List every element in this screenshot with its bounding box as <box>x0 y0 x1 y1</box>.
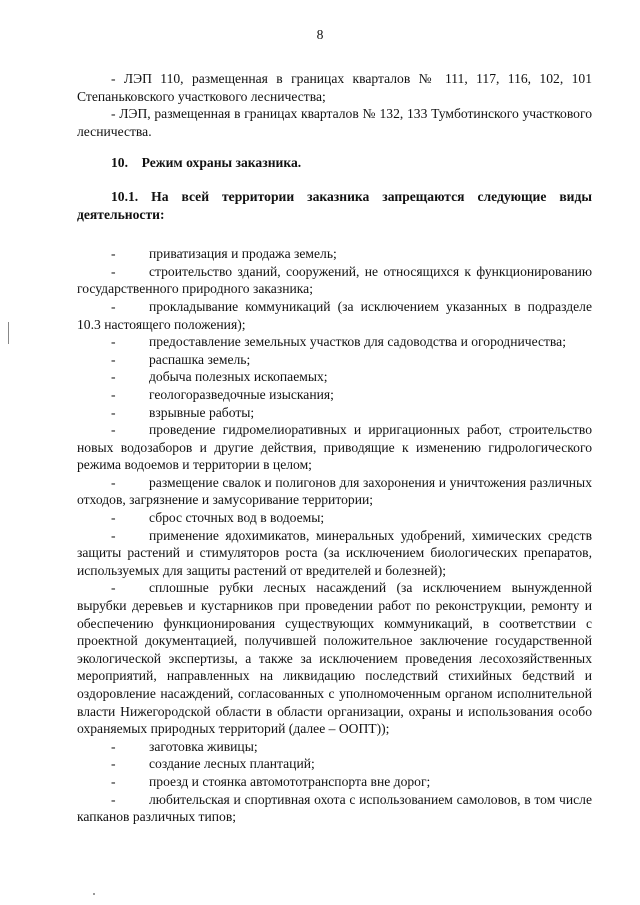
list-item <box>77 263 592 298</box>
list-item-text: распашка земель; <box>149 351 251 367</box>
intro-item: - ЛЭП 110, размещенная в границах кварталов № 111, 117, 116, 102, 101 Степаньковского участкового лесничества; <box>77 71 592 104</box>
page-number: 8 <box>316 27 324 42</box>
list-dash: - <box>111 369 116 385</box>
list-item <box>77 474 592 509</box>
list-item <box>77 791 592 826</box>
list-dash: - <box>111 791 116 807</box>
list-dash: - <box>111 246 116 262</box>
list-dash: - <box>111 510 116 526</box>
list-item-text: применение ядохимикатов, минеральных удобрений, химических средств защиты растений и стимуляторов роста (за исключением биологических препаратов, используемых для защиты растений от вредителей и болезней); <box>77 527 592 578</box>
margin-mark <box>8 322 9 344</box>
list-item-text: любительская и спортивная охота с использованием самоловов, в том числе капканов различных типов; <box>77 791 592 825</box>
subsection-heading: 10.1. На всей территории заказника запрещаются следующие виды деятельности: <box>77 188 592 222</box>
intro-item: - ЛЭП, размещенная в границах кварталов № 132, 133 Тумботинского участкового лесничества. <box>77 106 592 139</box>
list-item <box>77 773 592 791</box>
list-item <box>77 738 592 756</box>
section-heading: 10. Режим охраны заказника. <box>111 155 302 171</box>
list-dash: - <box>111 773 116 789</box>
list-item-text: проезд и стоянка автомототранспорта вне дорог; <box>149 773 431 789</box>
list-item <box>77 527 592 580</box>
scan-speck <box>93 893 95 895</box>
list-item <box>77 404 592 422</box>
list-item <box>77 245 592 263</box>
page-content <box>77 70 592 826</box>
list-item <box>77 386 592 404</box>
list-item-text: геологоразведочные изыскания; <box>149 386 334 402</box>
list-item-text: взрывные работы; <box>149 404 255 420</box>
prohibited-activities-list <box>77 245 592 826</box>
list-item-text: сброс сточных вод в водоемы; <box>149 510 325 526</box>
list-dash: - <box>111 386 116 402</box>
list-dash: - <box>111 404 116 420</box>
list-dash: - <box>111 738 116 754</box>
list-item <box>77 351 592 369</box>
list-item <box>77 333 592 351</box>
list-item-text: предоставление земельных участков для садоводства и огородничества; <box>149 334 566 350</box>
list-item <box>77 298 592 333</box>
list-dash: - <box>111 756 116 772</box>
list-dash: - <box>111 298 116 314</box>
list-item-text: сплошные рубки лесных насаждений (за исключением вынужденной вырубки деревьев и кустарников при проведении работ по реконструкции, ремонту и обеспечению функционирования существующих коммуникаций, в соответствии с проектной документацией, получившей положительное заключение государственной экологической экспертизы, а также за исключением проведения лесохозяйственных мероприятий, направленных на ликвидацию последствий стихийных бедствий и оздоровление насаждений, согласованных с уполномоченным органом исполнительной власти Нижегородской области в области организации, охраны и использования особо охраняемых природных территорий (далее – ООПТ)); <box>77 580 592 737</box>
list-item <box>77 755 592 773</box>
list-dash: - <box>111 580 116 596</box>
list-item <box>77 509 592 527</box>
list-dash: - <box>111 263 116 279</box>
list-dash: - <box>111 474 116 490</box>
list-dash: - <box>111 334 116 350</box>
list-item-text: проведение гидромелиоративных и ирригационных работ, строительство новых водозаборов и другие действия, приводящие к изменению гидрологического режима водоемов и территории в целом; <box>77 422 592 473</box>
list-item-text: прокладывание коммуникаций (за исключением указанных в подразделе 10.3 настоящего положения); <box>77 298 592 332</box>
list-item-text: строительство зданий, сооружений, не относящихся к функционированию государственного природного заказника; <box>77 263 592 297</box>
list-item-text: создание лесных плантаций; <box>149 756 315 772</box>
list-item <box>77 421 592 474</box>
list-item-text: размещение свалок и полигонов для захоронения и уничтожения различных отходов, загрязнение и замусоривание территории; <box>77 474 592 508</box>
list-item-text: заготовка живицы; <box>149 738 258 754</box>
list-dash: - <box>111 422 116 438</box>
list-item-text: добыча полезных ископаемых; <box>149 369 328 385</box>
list-item <box>77 579 592 737</box>
list-item <box>77 368 592 386</box>
list-dash: - <box>111 527 116 543</box>
list-item-text: приватизация и продажа земель; <box>149 246 337 262</box>
list-dash: - <box>111 351 116 367</box>
